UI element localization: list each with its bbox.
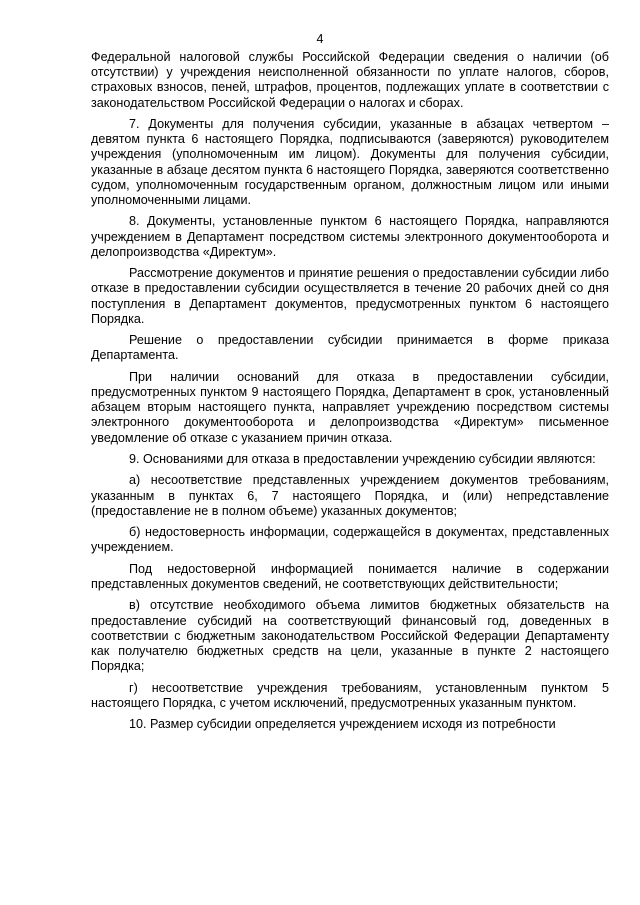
paragraph: 7. Документы для получения субсидии, указанные в абзацах четвертом – девятом пункта 6 настоящего Порядка, подписываются (заверяются) руководителем учреждения (уполномоченным им лицом). Документы для получения субсидии, указанные в абзаце десятом пункта 6 настоящего Порядка, заверяются соответственно судом, уполномоченным государственным органом, должностным лицом или иными уполномоченными лицами. [91,117,609,208]
paragraph: При наличии оснований для отказа в предоставлении субсидии, предусмотренных пунктом 9 настоящего Порядка, Департамент в срок, установленный абзацем вторым настоящего пункта, направляет учреждению посредством системы электронного документооборота и делопроизводства «Директум» письменное уведомление об отказе с указанием причин отказа. [91,369,609,445]
paragraph: 8. Документы, установленные пунктом 6 настоящего Порядка, направляются учреждением в Департамент посредством системы электронного документооборота и делопроизводства «Директум». [91,214,609,259]
page-number: 4 [316,32,324,46]
paragraph: Федеральной налоговой службы Российской Федерации сведения о наличии (об отсутствии) у учреждения неисполненной обязанности по уплате налогов, сборов, страховых взносов, пеней, штрафов, процентов, подлежащих уплате в соответствии с законодательством Российской Федерации о налогах и сборах. [91,50,609,110]
paragraph: г) несоответствие учреждения требованиям, установленным пунктом 5 настоящего Порядка, с учетом исключений, предусмотренных указанным пунктом. [91,680,609,710]
paragraph: Рассмотрение документов и принятие решения о предоставлении субсидии либо отказе в предоставлении субсидии осуществляется в течение 20 рабочих дней со дня поступления в Департамент документов, предусмотренных пунктом 6 настоящего Порядка. [91,266,609,326]
document-body [91,50,609,739]
paragraph: 10. Размер субсидии определяется учреждением исходя из потребности [129,717,556,732]
paragraph: 9. Основаниями для отказа в предоставлении учреждению субсидии являются: [129,452,596,466]
paragraph: Под недостоверной информацией понимается наличие в содержании представленных документов сведений, не соответствующих действительности; [91,561,609,591]
paragraph: а) несоответствие представленных учреждением документов требованиям, указанным в пунктах 6, 7 настоящего Порядка, и (или) непредставление (предоставление не в полном объеме) указанных документов; [91,473,609,518]
paragraph: Решение о предоставлении субсидии принимается в форме приказа Департамента. [91,333,609,363]
paragraph: в) отсутствие необходимого объема лимитов бюджетных обязательств на предоставление субсидий на соответствующий финансовый год, доведенных в соответствии с бюджетным законодательством Российской Федерации Департаменту как получателю бюджетных средств на цели, указанные в пункте 2 настоящего Порядка; [91,598,609,674]
paragraph: б) недостоверность информации, содержащейся в документах, представленных учреждением. [91,525,609,555]
